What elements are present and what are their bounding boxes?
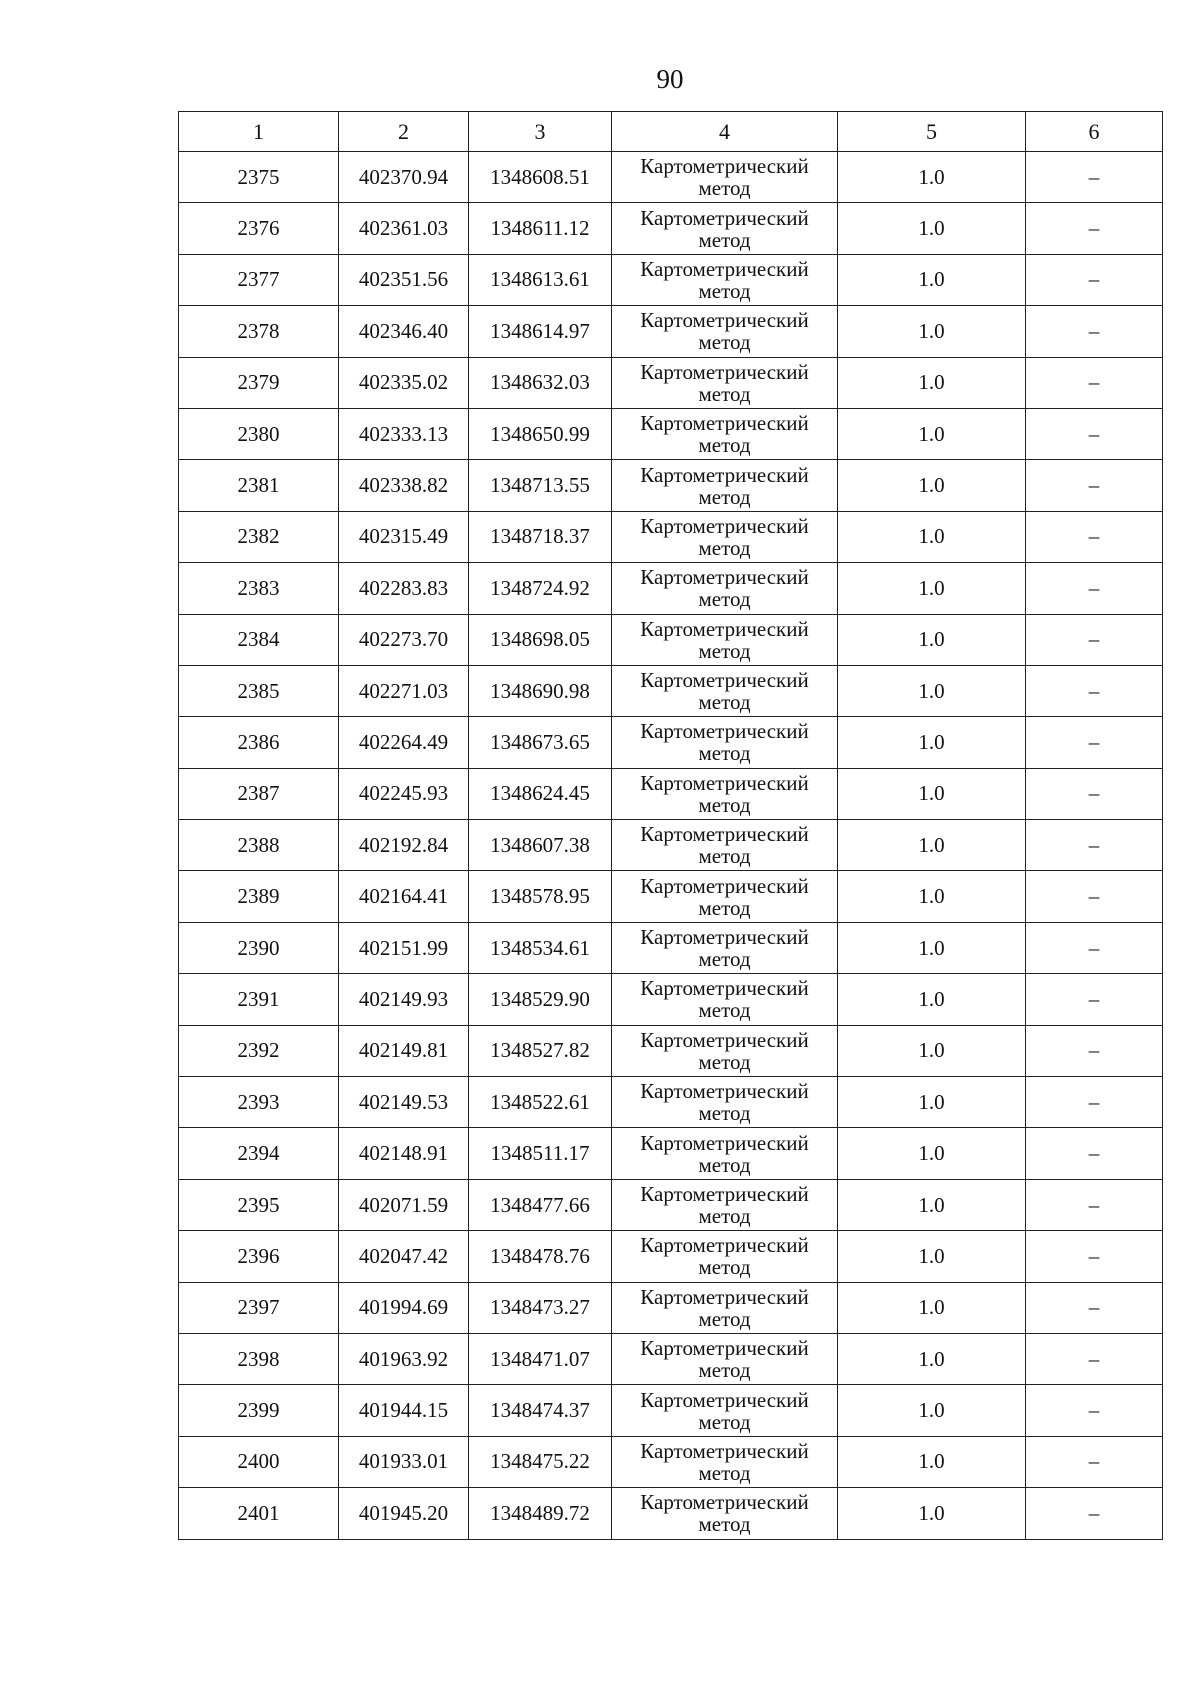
column-header-6: 6: [1026, 112, 1163, 152]
table-row: [179, 1025, 1163, 1076]
method-label-line2: метод: [698, 330, 751, 355]
x-coordinate-cell: 402335.02: [339, 357, 469, 408]
y-coordinate-cell: 1348607.38: [469, 820, 612, 871]
point-number-cell: 2398: [179, 1333, 339, 1384]
column-header-2: 2: [339, 112, 469, 152]
method-cell: [612, 254, 838, 305]
table-row: [179, 1333, 1163, 1384]
point-number-cell: 2387: [179, 768, 339, 819]
table-row: [179, 511, 1163, 562]
table-row: [179, 563, 1163, 614]
method-label-line1: Картометрический: [640, 1336, 809, 1361]
x-coordinate-cell: 402361.03: [339, 203, 469, 254]
x-coordinate-cell: 401994.69: [339, 1282, 469, 1333]
method-label-line2: метод: [698, 638, 751, 663]
method-cell: [612, 871, 838, 922]
point-number-cell: 2393: [179, 1077, 339, 1128]
accuracy-cell: 1.0: [838, 152, 1026, 203]
method-label-line1: Картометрический: [640, 668, 809, 693]
y-coordinate-cell: 1348529.90: [469, 974, 612, 1025]
column-header-3: 3: [469, 112, 612, 152]
method-label-line1: Картометрический: [640, 1182, 809, 1206]
table-row: [179, 768, 1163, 819]
point-number-cell: 2382: [179, 511, 339, 562]
y-coordinate-cell: 1348632.03: [469, 357, 612, 408]
x-coordinate-cell: 402071.59: [339, 1179, 469, 1230]
note-cell: –: [1026, 974, 1163, 1025]
x-coordinate-cell: 402333.13: [339, 408, 469, 459]
accuracy-cell: 1.0: [838, 1436, 1026, 1487]
coordinates-table: [178, 111, 1163, 1540]
method-cell: [612, 1385, 838, 1436]
method-cell: [612, 922, 838, 973]
point-number-cell: 2394: [179, 1128, 339, 1179]
method-cell: [612, 820, 838, 871]
method-label-line2: метод: [698, 844, 751, 869]
table-row: [179, 871, 1163, 922]
accuracy-cell: 1.0: [838, 768, 1026, 819]
method-cell: [612, 1128, 838, 1179]
accuracy-cell: 1.0: [838, 1385, 1026, 1436]
x-coordinate-cell: 402315.49: [339, 511, 469, 562]
accuracy-cell: 1.0: [838, 665, 1026, 716]
x-coordinate-cell: 402148.91: [339, 1128, 469, 1179]
y-coordinate-cell: 1348650.99: [469, 408, 612, 459]
accuracy-cell: 1.0: [838, 511, 1026, 562]
method-cell: [612, 511, 838, 562]
method-label-line2: метод: [698, 1101, 751, 1126]
table-row: [179, 1385, 1163, 1436]
method-label-line2: метод: [698, 741, 751, 766]
method-cell: [612, 1025, 838, 1076]
y-coordinate-cell: 1348489.72: [469, 1488, 612, 1539]
column-header-5: 5: [838, 112, 1026, 152]
method-label-line2: метод: [698, 1152, 751, 1177]
accuracy-cell: 1.0: [838, 1025, 1026, 1076]
method-label-line2: метод: [698, 535, 751, 560]
method-cell: [612, 1179, 838, 1230]
x-coordinate-cell: 402283.83: [339, 563, 469, 614]
method-cell: [612, 563, 838, 614]
table-row: [179, 1488, 1163, 1539]
accuracy-cell: 1.0: [838, 254, 1026, 305]
method-label-line2: метод: [698, 278, 751, 303]
point-number-cell: 2376: [179, 203, 339, 254]
method-label-line1: Картометрический: [640, 256, 809, 281]
note-cell: –: [1026, 254, 1163, 305]
table-body: [179, 152, 1163, 1540]
y-coordinate-cell: 1348471.07: [469, 1333, 612, 1384]
note-cell: –: [1026, 614, 1163, 665]
method-label-line2: метод: [698, 998, 751, 1023]
x-coordinate-cell: 402245.93: [339, 768, 469, 819]
method-label-line2: метод: [698, 587, 751, 612]
method-label-line2: метод: [698, 1255, 751, 1280]
accuracy-cell: 1.0: [838, 1333, 1026, 1384]
accuracy-cell: 1.0: [838, 203, 1026, 254]
note-cell: –: [1026, 665, 1163, 716]
y-coordinate-cell: 1348698.05: [469, 614, 612, 665]
method-cell: [612, 1282, 838, 1333]
y-coordinate-cell: 1348624.45: [469, 768, 612, 819]
method-label-line1: Картометрический: [640, 822, 809, 847]
point-number-cell: 2380: [179, 408, 339, 459]
y-coordinate-cell: 1348713.55: [469, 460, 612, 511]
point-number-cell: 2396: [179, 1231, 339, 1282]
method-label-line2: метод: [698, 1306, 751, 1331]
table-header-row: [179, 112, 1163, 152]
method-cell: [612, 768, 838, 819]
method-label-line1: Картометрический: [640, 616, 809, 641]
table-row: [179, 152, 1163, 203]
column-header-4: 4: [612, 112, 838, 152]
method-cell: [612, 717, 838, 768]
method-label-line1: Картометрический: [640, 1438, 809, 1463]
y-coordinate-cell: 1348578.95: [469, 871, 612, 922]
method-label-line2: метод: [698, 484, 751, 509]
x-coordinate-cell: 401933.01: [339, 1436, 469, 1487]
method-label-line2: метод: [698, 947, 751, 972]
method-cell: [612, 460, 838, 511]
method-label-line2: метод: [698, 1049, 751, 1074]
method-label-line2: метод: [698, 1409, 751, 1434]
point-number-cell: 2401: [179, 1488, 339, 1539]
y-coordinate-cell: 1348511.17: [469, 1128, 612, 1179]
method-label-line2: метод: [698, 176, 751, 201]
x-coordinate-cell: 401944.15: [339, 1385, 469, 1436]
method-cell: [612, 306, 838, 357]
table-row: [179, 1128, 1163, 1179]
table-row: [179, 820, 1163, 871]
table-row: [179, 203, 1163, 254]
method-cell: [612, 152, 838, 203]
table-row: [179, 665, 1163, 716]
column-header-1: 1: [179, 112, 339, 152]
point-number-cell: 2390: [179, 922, 339, 973]
method-label-line1: Картометрический: [640, 359, 809, 384]
note-cell: –: [1026, 1077, 1163, 1128]
x-coordinate-cell: 402264.49: [339, 717, 469, 768]
method-label-line1: Картометрический: [640, 1027, 809, 1052]
note-cell: –: [1026, 152, 1163, 203]
y-coordinate-cell: 1348522.61: [469, 1077, 612, 1128]
accuracy-cell: 1.0: [838, 460, 1026, 511]
table-row: [179, 1231, 1163, 1282]
method-label-line1: Картометрический: [640, 1284, 809, 1309]
x-coordinate-cell: 402192.84: [339, 820, 469, 871]
method-label-line1: Картометрический: [640, 154, 809, 179]
x-coordinate-cell: 401963.92: [339, 1333, 469, 1384]
accuracy-cell: 1.0: [838, 1282, 1026, 1333]
accuracy-cell: 1.0: [838, 922, 1026, 973]
y-coordinate-cell: 1348690.98: [469, 665, 612, 716]
method-label-line2: метод: [698, 1460, 751, 1485]
method-cell: [612, 1436, 838, 1487]
table-row: [179, 1077, 1163, 1128]
x-coordinate-cell: 402149.93: [339, 974, 469, 1025]
note-cell: –: [1026, 871, 1163, 922]
method-cell: [612, 974, 838, 1025]
table-row: [179, 974, 1163, 1025]
note-cell: –: [1026, 1385, 1163, 1436]
method-label-line1: Картометрический: [640, 462, 809, 487]
accuracy-cell: 1.0: [838, 871, 1026, 922]
point-number-cell: 2381: [179, 460, 339, 511]
note-cell: –: [1026, 1179, 1163, 1230]
method-cell: [612, 203, 838, 254]
table-row: [179, 614, 1163, 665]
point-number-cell: 2383: [179, 563, 339, 614]
y-coordinate-cell: 1348608.51: [469, 152, 612, 203]
note-cell: –: [1026, 511, 1163, 562]
table-row: [179, 460, 1163, 511]
method-label-line1: Картометрический: [640, 1490, 809, 1515]
method-label-line1: Картометрический: [640, 1079, 809, 1104]
y-coordinate-cell: 1348724.92: [469, 563, 612, 614]
note-cell: –: [1026, 768, 1163, 819]
y-coordinate-cell: 1348611.12: [469, 203, 612, 254]
method-label-line1: Картометрический: [640, 925, 809, 950]
method-label-line2: метод: [698, 433, 751, 458]
method-label-line2: метод: [698, 792, 751, 817]
point-number-cell: 2399: [179, 1385, 339, 1436]
method-label-line1: Картометрический: [640, 205, 809, 230]
x-coordinate-cell: 402164.41: [339, 871, 469, 922]
point-number-cell: 2379: [179, 357, 339, 408]
x-coordinate-cell: 402149.81: [339, 1025, 469, 1076]
y-coordinate-cell: 1348534.61: [469, 922, 612, 973]
table-row: [179, 1282, 1163, 1333]
point-number-cell: 2378: [179, 306, 339, 357]
table-row: [179, 357, 1163, 408]
x-coordinate-cell: 401945.20: [339, 1488, 469, 1539]
point-number-cell: 2395: [179, 1179, 339, 1230]
point-number-cell: 2388: [179, 820, 339, 871]
table-row: [179, 408, 1163, 459]
accuracy-cell: 1.0: [838, 1231, 1026, 1282]
note-cell: –: [1026, 203, 1163, 254]
accuracy-cell: 1.0: [838, 408, 1026, 459]
y-coordinate-cell: 1348718.37: [469, 511, 612, 562]
note-cell: –: [1026, 717, 1163, 768]
y-coordinate-cell: 1348475.22: [469, 1436, 612, 1487]
y-coordinate-cell: 1348673.65: [469, 717, 612, 768]
point-number-cell: 2389: [179, 871, 339, 922]
note-cell: –: [1026, 357, 1163, 408]
method-cell: [612, 1231, 838, 1282]
method-cell: [612, 1077, 838, 1128]
table-row: [179, 1436, 1163, 1487]
x-coordinate-cell: 402149.53: [339, 1077, 469, 1128]
method-label-line1: Картометрический: [640, 770, 809, 795]
method-label-line2: метод: [698, 690, 751, 715]
x-coordinate-cell: 402151.99: [339, 922, 469, 973]
method-cell: [612, 357, 838, 408]
accuracy-cell: 1.0: [838, 357, 1026, 408]
accuracy-cell: 1.0: [838, 614, 1026, 665]
method-label-line1: Картометрический: [640, 308, 809, 333]
note-cell: –: [1026, 1333, 1163, 1384]
note-cell: –: [1026, 1282, 1163, 1333]
accuracy-cell: 1.0: [838, 1488, 1026, 1539]
method-label-line2: метод: [698, 1512, 751, 1537]
accuracy-cell: 1.0: [838, 563, 1026, 614]
accuracy-cell: 1.0: [838, 1077, 1026, 1128]
x-coordinate-cell: 402370.94: [339, 152, 469, 203]
note-cell: –: [1026, 563, 1163, 614]
method-label-line1: Картометрический: [640, 719, 809, 744]
accuracy-cell: 1.0: [838, 1179, 1026, 1230]
point-number-cell: 2384: [179, 614, 339, 665]
method-label-line1: Картометрический: [640, 976, 809, 1001]
method-label-line1: Картометрический: [640, 411, 809, 436]
y-coordinate-cell: 1348527.82: [469, 1025, 612, 1076]
method-label-line2: метод: [698, 227, 751, 252]
accuracy-cell: 1.0: [838, 717, 1026, 768]
point-number-cell: 2397: [179, 1282, 339, 1333]
note-cell: –: [1026, 1025, 1163, 1076]
note-cell: –: [1026, 1488, 1163, 1539]
accuracy-cell: 1.0: [838, 306, 1026, 357]
point-number-cell: 2377: [179, 254, 339, 305]
method-label-line1: Картометрический: [640, 1130, 809, 1155]
x-coordinate-cell: 402273.70: [339, 614, 469, 665]
y-coordinate-cell: 1348478.76: [469, 1231, 612, 1282]
method-label-line1: Картометрический: [640, 513, 809, 538]
table-row: [179, 254, 1163, 305]
note-cell: –: [1026, 1128, 1163, 1179]
table-row: [179, 306, 1163, 357]
method-label-line2: метод: [698, 381, 751, 406]
note-cell: –: [1026, 1436, 1163, 1487]
y-coordinate-cell: 1348473.27: [469, 1282, 612, 1333]
point-number-cell: 2400: [179, 1436, 339, 1487]
x-coordinate-cell: 402047.42: [339, 1231, 469, 1282]
y-coordinate-cell: 1348477.66: [469, 1179, 612, 1230]
note-cell: –: [1026, 408, 1163, 459]
note-cell: –: [1026, 460, 1163, 511]
note-cell: –: [1026, 1231, 1163, 1282]
x-coordinate-cell: 402271.03: [339, 665, 469, 716]
table-row: [179, 1179, 1163, 1230]
table-row: [179, 922, 1163, 973]
method-label-line1: Картометрический: [640, 565, 809, 590]
note-cell: –: [1026, 820, 1163, 871]
method-label-line2: метод: [698, 1204, 751, 1228]
x-coordinate-cell: 402338.82: [339, 460, 469, 511]
point-number-cell: 2375: [179, 152, 339, 203]
method-cell: [612, 665, 838, 716]
y-coordinate-cell: 1348613.61: [469, 254, 612, 305]
method-label-line1: Картометрический: [640, 873, 809, 898]
page-number: 90: [656, 64, 684, 94]
y-coordinate-cell: 1348474.37: [469, 1385, 612, 1436]
accuracy-cell: 1.0: [838, 820, 1026, 871]
note-cell: –: [1026, 306, 1163, 357]
method-label-line2: метод: [698, 895, 751, 920]
method-label-line1: Картометрический: [640, 1233, 809, 1258]
point-number-cell: 2385: [179, 665, 339, 716]
x-coordinate-cell: 402346.40: [339, 306, 469, 357]
note-cell: –: [1026, 922, 1163, 973]
accuracy-cell: 1.0: [838, 1128, 1026, 1179]
method-cell: [612, 408, 838, 459]
method-label-line1: Картометрический: [640, 1387, 809, 1412]
method-cell: [612, 614, 838, 665]
accuracy-cell: 1.0: [838, 974, 1026, 1025]
y-coordinate-cell: 1348614.97: [469, 306, 612, 357]
method-cell: [612, 1333, 838, 1384]
point-number-cell: 2392: [179, 1025, 339, 1076]
point-number-cell: 2386: [179, 717, 339, 768]
point-number-cell: 2391: [179, 974, 339, 1025]
method-label-line2: метод: [698, 1358, 751, 1383]
method-cell: [612, 1488, 838, 1539]
table-row: [179, 717, 1163, 768]
x-coordinate-cell: 402351.56: [339, 254, 469, 305]
